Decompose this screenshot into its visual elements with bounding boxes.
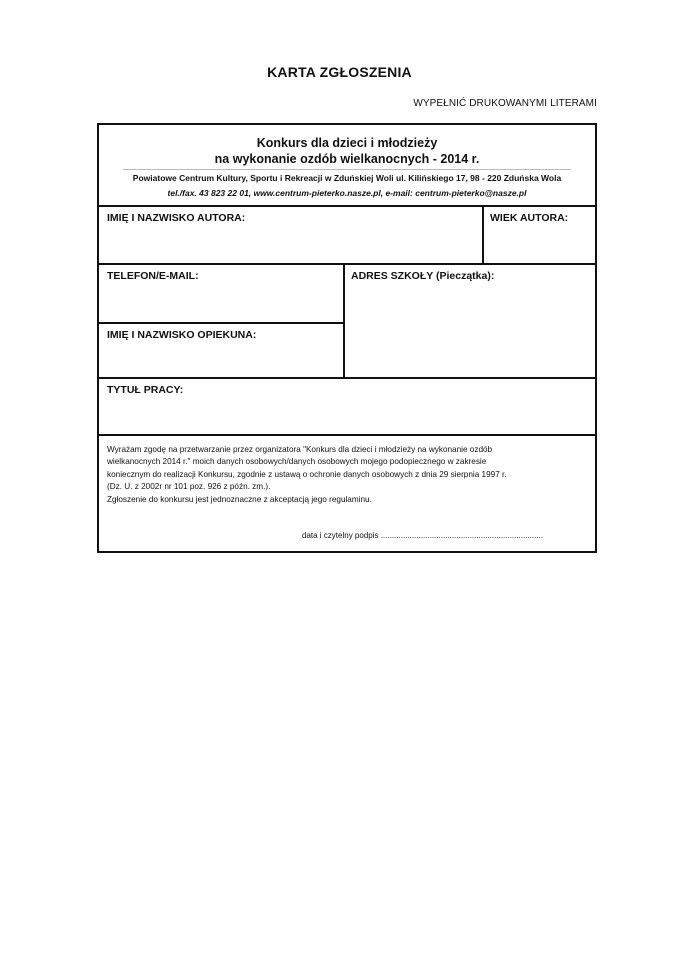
organizer-contact: tel./fax. 43 823 22 01, www.centrum-pieterko.nasze.pl, e-mail: centrum-pieterko@nasze.pl xyxy=(167,188,527,198)
author-age-label: WIEK AUTORA: xyxy=(490,212,569,224)
school-address-label: ADRES SZKOŁY (Pieczątka): xyxy=(351,270,495,282)
header-divider xyxy=(123,169,571,170)
page-title: KARTA ZGŁOSZENIA xyxy=(267,64,412,80)
consent-text xyxy=(107,444,577,506)
guardian-name-label: IMIĘ I NAZWISKO OPIEKUNA: xyxy=(107,329,257,341)
guardian-name-field[interactable] xyxy=(99,324,343,377)
author-age-field[interactable] xyxy=(484,207,595,263)
signature-line[interactable]: data i czytelny podpis ......................................................................... xyxy=(302,531,543,540)
author-row xyxy=(99,207,595,265)
form-header xyxy=(99,125,595,207)
fill-instruction: WYPEŁNIĆ DRUKOWANYMI LITERAMI xyxy=(413,98,597,109)
work-title-row xyxy=(99,379,595,436)
contest-title-line1: Konkurs dla dzieci i młodzieży xyxy=(256,136,438,150)
phone-email-label: TELEFON/E-MAIL: xyxy=(107,270,199,282)
contest-title-line2: na wykonanie ozdób wielkanocnych - 2014 r. xyxy=(214,152,480,166)
consent-line: Wyrażam zgodę na przetwarzanie przez organizatora "Konkurs dla dzieci i młodzieży na wykonanie ozdób xyxy=(107,445,493,454)
work-title-field[interactable] xyxy=(99,379,595,434)
organizer-address: Powiatowe Centrum Kultury, Sportu i Rekreacji w Zduńskiej Woli ul. Kilińskiego 17, 98 - 220 Zduńska Wola xyxy=(132,173,562,183)
work-title-label: TYTUŁ PRACY: xyxy=(107,384,184,396)
application-form xyxy=(97,123,597,553)
author-name-label: IMIĘ I NAZWISKO AUTORA: xyxy=(107,212,246,224)
contact-row xyxy=(99,265,595,379)
consent-line: Zgłoszenie do konkursu jest jednoznaczne z akceptacją jego regulaminu. xyxy=(107,494,372,504)
school-address-field[interactable] xyxy=(345,265,595,377)
phone-email-field[interactable] xyxy=(99,265,343,322)
consent-line: (Dz. U. z 2002r nr 101 poz. 926 z późn. zm.). xyxy=(107,482,271,492)
consent-line: wielkanocnych 2014 r." moich danych osobowych/danych osobowych mojego podopiecznego w zakresie xyxy=(107,457,487,467)
consent-line: koniecznym do realizacji Konkursu, zgodnie z ustawą o ochronie danych osobowych z dnia 29 sierpnia 1997 r. xyxy=(107,469,507,479)
author-name-field[interactable] xyxy=(99,207,482,263)
